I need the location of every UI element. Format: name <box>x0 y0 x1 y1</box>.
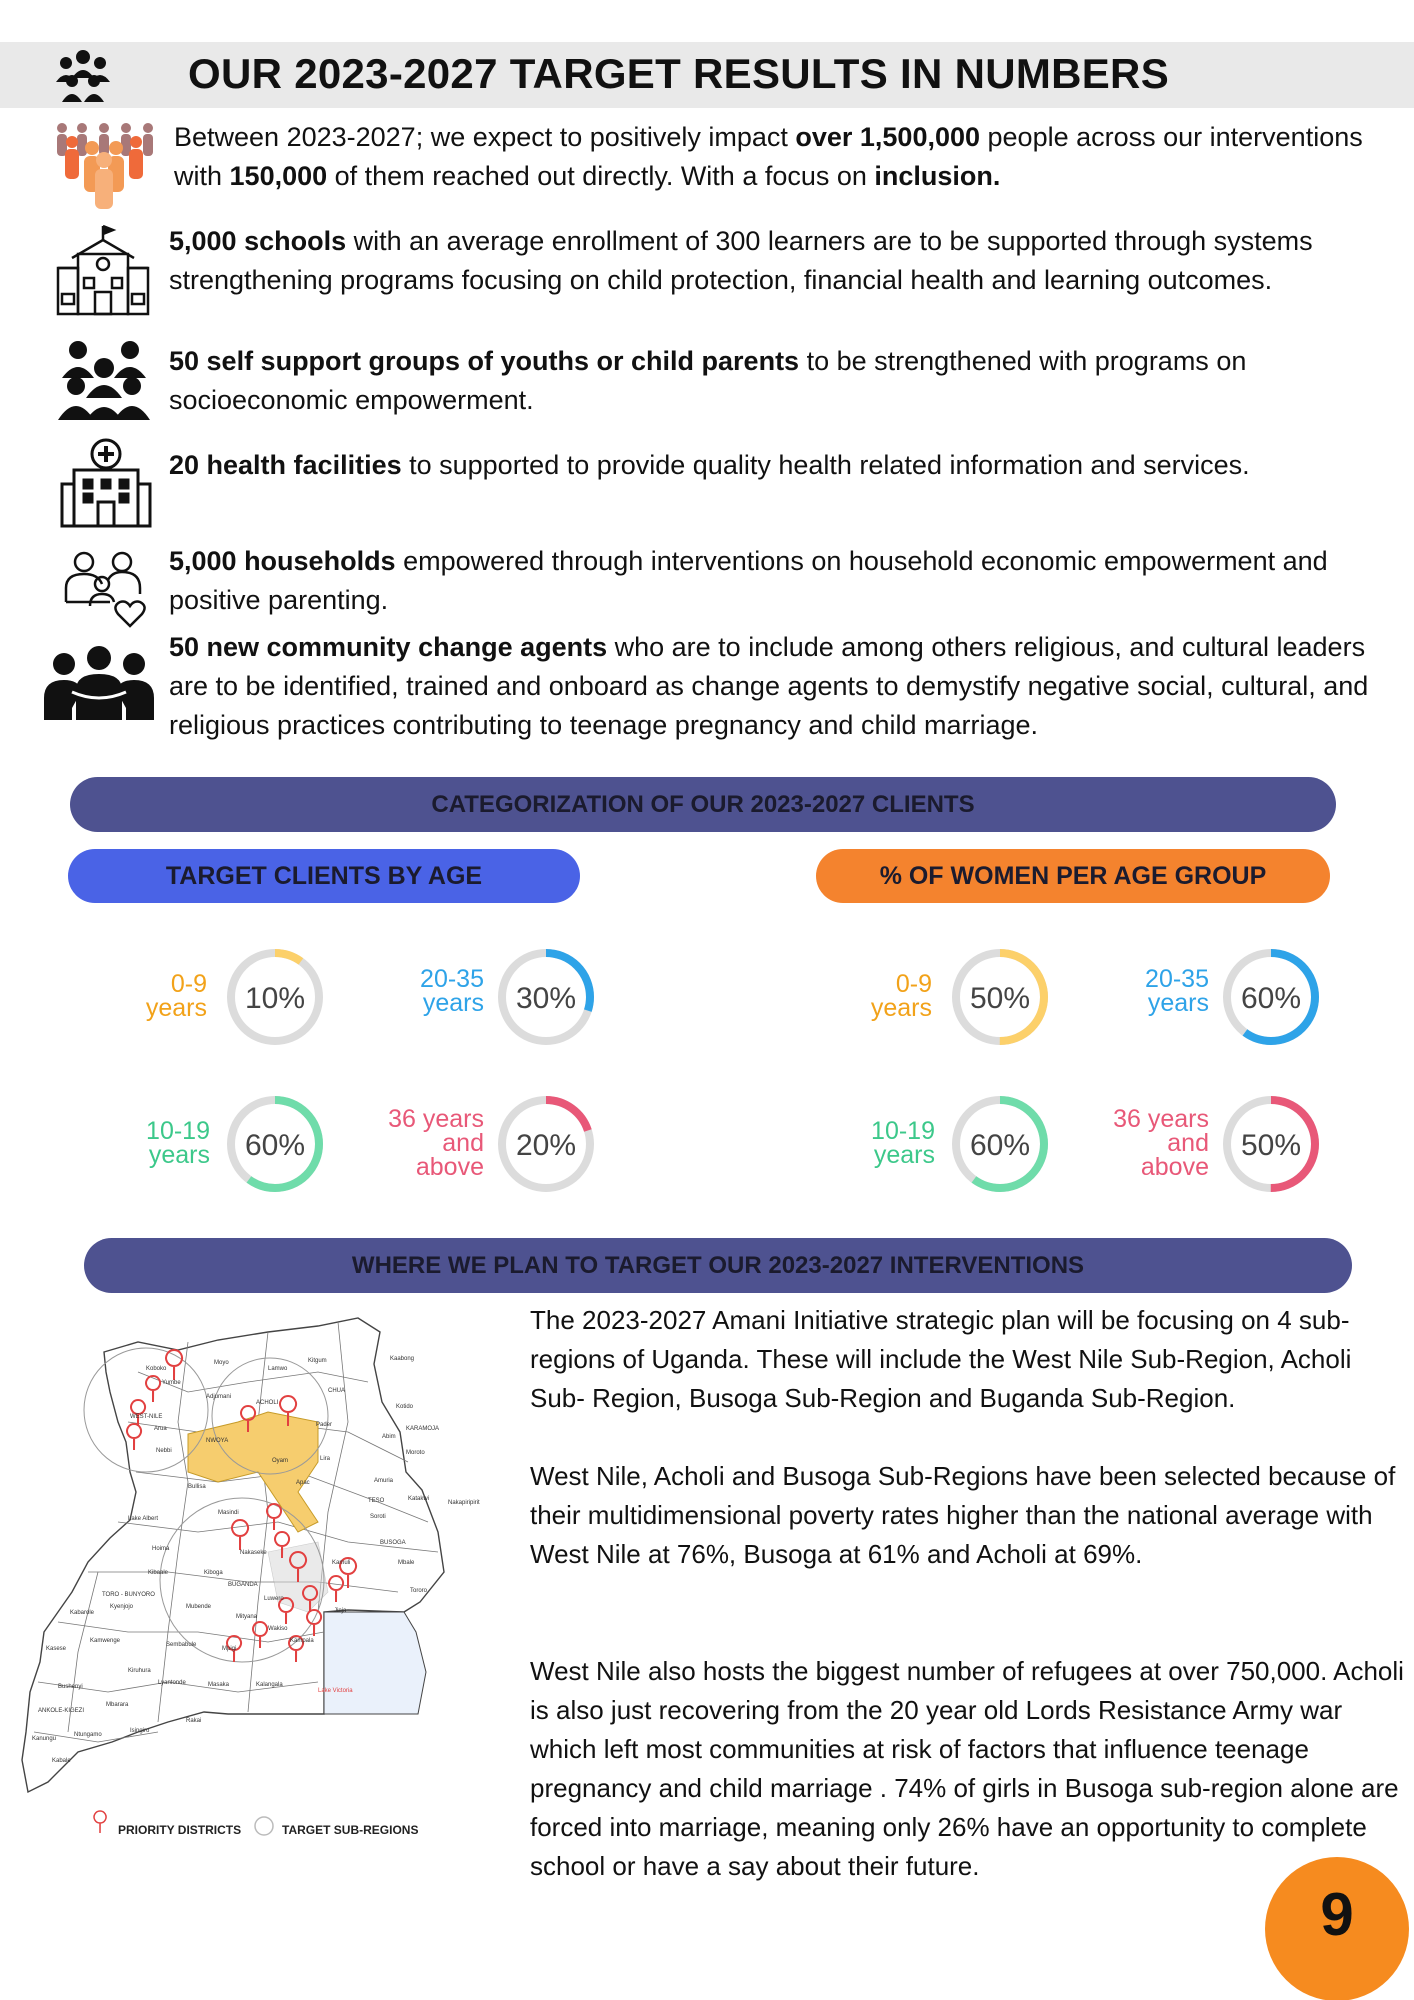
map-label: Koboko <box>146 1366 167 1372</box>
map-label: Mityana <box>236 1614 258 1620</box>
map-label: Mbale <box>398 1560 415 1566</box>
crowd-icon <box>52 120 158 210</box>
page-number: 9 <box>1320 1881 1354 1948</box>
age-label-line: years <box>1147 989 1209 1017</box>
map-label: Sembabule <box>166 1642 197 1648</box>
women-label-20-35 <box>1115 967 1209 1015</box>
map-label: Adjumani <box>206 1394 232 1400</box>
age-label-36-above <box>360 1107 484 1179</box>
donut-age-20-35 <box>494 945 598 1049</box>
donut-percent-label: 60% <box>969 1129 1031 1162</box>
map-label: Ntungamo <box>74 1732 102 1738</box>
map-label: Lake Albert <box>128 1516 159 1522</box>
family-icon <box>62 550 154 628</box>
age-label-line: 36 years <box>388 1105 484 1133</box>
intervention-paragraph-2: West Nile, Acholi and Busoga Sub-Regions have been selected because of their multidimensional poverty rates higher than the national average with West Nile at 76%, Busoga at 61% and Acholi at 69%. <box>530 1461 1396 1569</box>
map-label: Rakai <box>186 1718 202 1724</box>
donut-percent-label: 50% <box>969 982 1031 1015</box>
map-label: Kiboga <box>204 1570 223 1576</box>
map-label: Pader <box>316 1422 333 1428</box>
map-label: CHUA <box>328 1388 346 1394</box>
categorization-heading: CATEGORIZATION OF OUR 2023-2027 CLIENTS <box>70 777 1336 832</box>
donut-age-10-19 <box>223 1092 327 1196</box>
map-label: Kaabong <box>390 1356 415 1362</box>
map-label: Kanungu <box>32 1736 57 1742</box>
map-label: BUGANDA <box>228 1582 258 1588</box>
women-label-10-19 <box>845 1119 935 1167</box>
map-label: Kasese <box>46 1646 67 1652</box>
donut-percent-label: 30% <box>515 982 577 1015</box>
target-health: 20 health facilities to supported to provide quality health related information and services. <box>169 450 1250 480</box>
donut-percent-label: 60% <box>1240 982 1302 1015</box>
lake-victoria <box>324 1612 426 1714</box>
map-outline <box>22 1318 444 1792</box>
map-label: Bushenyi <box>58 1684 83 1690</box>
map-label: Kabale <box>52 1758 71 1764</box>
map-label: Lamwo <box>268 1366 288 1372</box>
map-label: Kibaale <box>148 1570 169 1576</box>
donut-age-36-above <box>494 1092 598 1196</box>
map-label: NWOYA <box>206 1438 229 1444</box>
community-icon <box>42 646 156 722</box>
map-label: Nebbi <box>156 1448 172 1454</box>
map-label: Kotido <box>396 1404 414 1410</box>
map-label: KARAMOJA <box>406 1426 440 1432</box>
map-label: TESO <box>368 1498 385 1504</box>
target-households: 5,000 households empowered through interventions on household economic empowerment and positive parenting. <box>169 546 1328 615</box>
women-heading: % OF WOMEN PER AGE GROUP <box>816 849 1330 903</box>
map-label: Katakwi <box>408 1496 430 1502</box>
age-label-line: 10-19 <box>146 1117 210 1145</box>
donut-percent-label: 20% <box>515 1129 577 1162</box>
page-title: OUR 2023-2027 TARGET RESULTS IN NUMBERS <box>188 50 1170 97</box>
age-label-10-19 <box>120 1119 210 1167</box>
age-label-line: years <box>145 994 207 1022</box>
map-label: Soroti <box>370 1514 386 1520</box>
legend-priority-districts: PRIORITY DISTRICTS <box>118 1823 242 1837</box>
map-label: Mbarara <box>106 1702 129 1708</box>
age-label-line: years <box>422 989 484 1017</box>
map-label: Abim <box>382 1434 396 1440</box>
map-label: Kiruhura <box>128 1668 151 1674</box>
legend-target-subregions: TARGET SUB-REGIONS <box>282 1823 419 1837</box>
people-group-icon <box>56 338 152 422</box>
map-label: Lake Victoria <box>318 1688 353 1694</box>
age-label-line: 20-35 <box>420 965 484 993</box>
map-label: Kalangala <box>256 1682 283 1688</box>
target-groups: 50 self support groups of youths or child parents to be strengthened with programs on socioeconomic empowerment. <box>169 346 1247 415</box>
map-label: WEST-NILE <box>130 1414 163 1420</box>
map-label: Wakiso <box>268 1626 288 1632</box>
women-label-36-above <box>1085 1107 1209 1179</box>
map-label: Nakapiripirit <box>448 1500 480 1506</box>
map-label: TORO - BUNYORO <box>102 1592 155 1598</box>
map-label: ACHOLI <box>256 1400 279 1406</box>
map-label: BUSOGA <box>380 1540 406 1546</box>
age-label-line: 20-35 <box>1145 965 1209 993</box>
map-label: Bullisa <box>188 1484 206 1490</box>
map-label: Apac <box>296 1480 310 1486</box>
map-label: Arua <box>154 1426 167 1432</box>
school-icon <box>54 224 152 316</box>
map-label: Luwero <box>264 1596 284 1602</box>
age-label-line: 10-19 <box>871 1117 935 1145</box>
women-label-0-9 <box>845 972 932 1020</box>
map-label: Tororo <box>410 1588 428 1594</box>
map-label: Kamwenge <box>90 1638 121 1644</box>
age-label-line: 36 years <box>1113 1105 1209 1133</box>
map-label: Oyam <box>272 1458 289 1464</box>
interventions-heading: WHERE WE PLAN TO TARGET OUR 2023-2027 INTERVENTIONS <box>84 1238 1352 1293</box>
age-heading: TARGET CLIENTS BY AGE <box>68 849 580 903</box>
map-label: Mpigi <box>222 1646 237 1652</box>
group-icon <box>52 48 114 104</box>
donut-age-0-9 <box>223 945 327 1049</box>
map-label: Amuria <box>374 1478 394 1484</box>
map-label: Yumbe <box>162 1380 181 1386</box>
age-label-line: 0-9 <box>170 970 207 998</box>
intervention-paragraph-1: The 2023-2027 Amani Initiative strategic plan will be focusing on 4 sub-regions of Uganda. These will include the West Nile Sub-Region, Acholi Sub- Region, Busoga Sub-Region and Buganda Sub-Region. <box>530 1305 1352 1413</box>
map-label: Kitgum <box>308 1358 327 1364</box>
hospital-icon <box>60 436 152 528</box>
age-label-line: years <box>148 1141 210 1169</box>
uganda-map <box>18 1312 510 1846</box>
map-label: Kampala <box>290 1638 314 1644</box>
age-label-line: 0-9 <box>895 970 932 998</box>
map-label: Kabarole <box>70 1610 95 1616</box>
age-label-line: years <box>873 1141 935 1169</box>
map-label: Hoima <box>152 1546 170 1552</box>
map-label: Isingiro <box>130 1728 150 1734</box>
map-label: Moroto <box>406 1450 425 1456</box>
donut-women-20-35 <box>1219 945 1323 1049</box>
age-label-20-35 <box>390 967 484 1015</box>
age-label-line: above <box>1140 1153 1209 1181</box>
map-label: Jinja <box>334 1608 347 1614</box>
intervention-paragraph-3: West Nile also hosts the biggest number of refugees at over 750,000. Acholi is also just recovering from the 20 year old Lords Resistance Army war which left most communities at risk of factors that influence teenage pregnancy and child marriage . 74% of girls in Busoga sub-region alone are forced into marriage, meaning only 26% have an opportunity to complete school or have a say about their future. <box>530 1656 1404 1881</box>
map-label: Kyenjojo <box>110 1604 134 1610</box>
map-label: Masindi <box>218 1510 239 1516</box>
age-label-line: and <box>442 1129 484 1157</box>
donut-percent-label: 50% <box>1240 1129 1302 1162</box>
age-label-line: years <box>870 994 932 1022</box>
age-label-line: above <box>415 1153 484 1181</box>
target-people: Between 2023-2027; we expect to positively impact over 1,500,000 people across our interventions with 150,000 of them reached out directly. With a focus on inclusion. <box>174 122 1363 191</box>
map-label: Kamuli <box>332 1560 351 1566</box>
map-label: ANKOLE-KIGEZI <box>38 1708 85 1714</box>
map-label: Lyantonde <box>158 1680 186 1686</box>
target-change-agents: 50 new community change agents who are to include among others religious, and cultural leaders are to be identified, trained and onboard as change agents to demystify negative social, cultural, and religious practices contributing to teenage pregnancy and child marriage. <box>169 632 1369 740</box>
target-schools: 5,000 schools with an average enrollment of 300 learners are to be supported through systems strengthening programs focusing on child protection, financial health and learning outcomes. <box>169 226 1313 295</box>
map-label: Lira <box>320 1456 331 1462</box>
age-label-line: and <box>1167 1129 1209 1157</box>
donut-women-36-above <box>1219 1092 1323 1196</box>
map-label: Nakaseke <box>240 1550 267 1556</box>
donut-women-10-19 <box>948 1092 1052 1196</box>
map-label: Masaka <box>208 1682 230 1688</box>
donut-percent-label: 60% <box>244 1129 306 1162</box>
map-label: Moyo <box>214 1360 229 1366</box>
donut-women-0-9 <box>948 945 1052 1049</box>
map-label: Mubende <box>186 1604 212 1610</box>
donut-percent-label: 10% <box>244 982 306 1015</box>
age-label-0-9 <box>120 972 207 1020</box>
